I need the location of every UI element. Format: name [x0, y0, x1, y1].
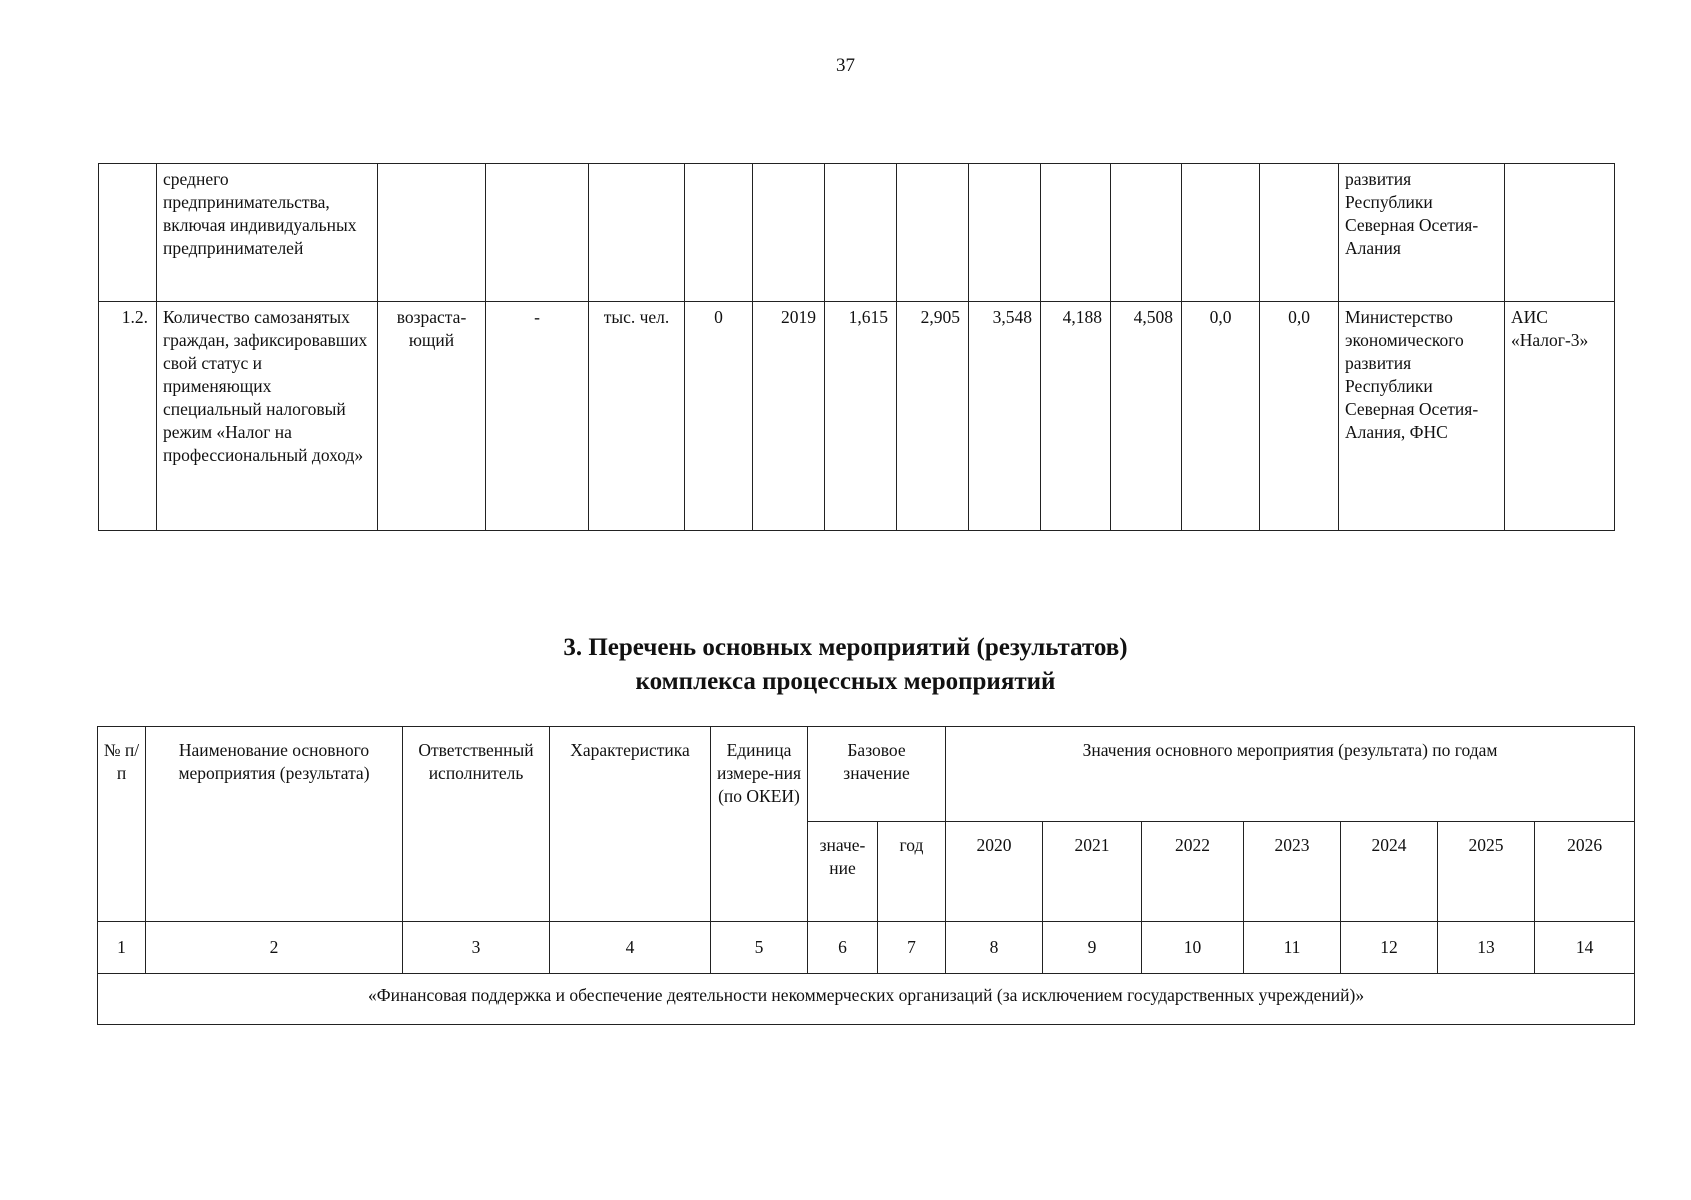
responsible-cell: Министерство экономического развития Республики Северная Осетия-Алания, ФНС [1339, 302, 1505, 531]
indicator-name: среднего предпринимательства, включая индивидуальных предпринимателей [157, 164, 378, 302]
column-index-row [98, 922, 1635, 974]
col-header-year: 2026 [1535, 822, 1635, 922]
column-index: 5 [711, 922, 808, 974]
column-index: 13 [1438, 922, 1535, 974]
col-header-responsible: Ответственный исполнитель [403, 727, 550, 922]
col-header-year: 2022 [1142, 822, 1244, 922]
section-title [0, 631, 1691, 699]
base-year-cell: 2019 [753, 302, 825, 531]
col-header-num: № п/п [98, 727, 146, 922]
column-index: 8 [946, 922, 1043, 974]
page-number: 37 [836, 55, 855, 76]
column-index: 1 [98, 922, 146, 974]
value-2023: 4,188 [1041, 302, 1111, 531]
level-cell: - [486, 302, 589, 531]
column-index: 6 [808, 922, 878, 974]
value-2025: 0,0 [1182, 302, 1260, 531]
column-index: 11 [1244, 922, 1341, 974]
indicator-name: Количество самозанятых граждан, зафиксировавших свой статус и применяющих специальный налоговый режим «Налог на профессиональный доход» [157, 302, 378, 531]
section-banner-row [98, 974, 1635, 1025]
value-2024: 4,508 [1111, 302, 1182, 531]
trend-cell: возраста-ющий [378, 302, 486, 531]
responsible-cell: развития Республики Северная Осетия-Алания [1339, 164, 1505, 302]
base-value-cell: 0 [685, 302, 753, 531]
info-system-cell: АИС «Налог-3» [1505, 302, 1615, 531]
value-2020: 1,615 [825, 302, 897, 531]
col-header-values-by-year: Значения основного мероприятия (результата) по годам [946, 727, 1635, 822]
column-index: 9 [1043, 922, 1142, 974]
column-index: 10 [1142, 922, 1244, 974]
col-header-year: 2020 [946, 822, 1043, 922]
col-header-base-year: год [878, 822, 946, 922]
header-row [98, 727, 1635, 822]
column-index: 12 [1341, 922, 1438, 974]
value-2026: 0,0 [1260, 302, 1339, 531]
value-2022: 3,548 [969, 302, 1041, 531]
col-header-year: 2021 [1043, 822, 1142, 922]
column-index: 4 [550, 922, 711, 974]
table-row [99, 302, 1615, 531]
row-number: 1.2. [99, 302, 157, 531]
indicators-table [98, 163, 1615, 531]
col-header-base: Базовое значение [808, 727, 946, 822]
col-header-base-value: значе-ние [808, 822, 878, 922]
measures-table [97, 726, 1635, 1025]
unit-cell: тыс. чел. [589, 302, 685, 531]
col-header-year: 2023 [1244, 822, 1341, 922]
col-header-name: Наименование основного мероприятия (результата) [146, 727, 403, 922]
column-index: 14 [1535, 922, 1635, 974]
col-header-characteristic: Характеристика [550, 727, 711, 922]
col-header-year: 2024 [1341, 822, 1438, 922]
section-title-line-1: 3. Перечень основных мероприятий (результатов) [563, 634, 1128, 661]
col-header-unit: Единица измере-ния (по ОКЕИ) [711, 727, 808, 922]
value-2021: 2,905 [897, 302, 969, 531]
column-index: 7 [878, 922, 946, 974]
column-index: 3 [403, 922, 550, 974]
col-header-year: 2025 [1438, 822, 1535, 922]
column-index: 2 [146, 922, 403, 974]
section-banner: «Финансовая поддержка и обеспечение деятельности некоммерческих организаций (за исключением государственных учреждений)» [98, 974, 1635, 1025]
table-row [99, 164, 1615, 302]
section-title-line-2: комплекса процессных мероприятий [635, 668, 1056, 695]
